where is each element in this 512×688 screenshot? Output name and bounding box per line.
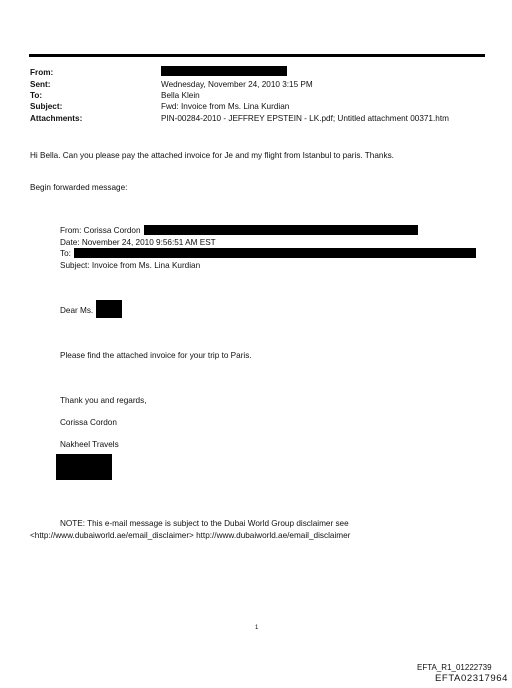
header-rule — [29, 54, 485, 57]
subject-label: Subject: — [30, 102, 63, 111]
dear-line: Dear Ms. — [60, 306, 94, 315]
fwd-to-redaction — [74, 248, 476, 258]
fwd-subject: Subject: Invoice from Ms. Lina Kurdian — [60, 261, 201, 270]
fwd-to: To: — [60, 249, 71, 258]
greeting-line: Hi Bella. Can you please pay the attached invoice for Je and my flight from Istanbul to paris. Thanks. — [30, 151, 394, 160]
bates-number-2: EFTA02317964 — [435, 673, 509, 684]
from-label: From: — [30, 68, 54, 77]
please-find-line: Please find the attached invoice for your trip to Paris. — [60, 351, 252, 360]
notice-line-2: <http://www.dubaiworld.ae/email_disclaimer> http://www.dubaiworld.ae/email_disclaimer — [30, 531, 351, 540]
fwd-date: Date: November 24, 2010 9:56:51 AM EST — [60, 238, 216, 247]
fwd-from: From: Corissa Cordon — [60, 226, 141, 235]
attachments-value: PIN-00284-2010 - JEFFREY EPSTEIN - LK.pdf; Untitled attachment 00371.htm — [161, 114, 449, 123]
bates-number-1: EFTA_R1_01222739 — [417, 663, 492, 672]
notice-line-1: NOTE: This e-mail message is subject to the Dubai World Group disclaimer see — [60, 519, 349, 528]
sent-value: Wednesday, November 24, 2010 3:15 PM — [161, 80, 313, 89]
from-redaction — [161, 66, 287, 76]
fwd-from-redaction — [144, 225, 418, 235]
thanks-line: Thank you and regards, — [60, 396, 147, 405]
signature-name: Corissa Cordon — [60, 418, 117, 427]
to-value: Bella Klein — [161, 91, 200, 100]
subject-value: Fwd: Invoice from Ms. Lina Kurdian — [161, 102, 290, 111]
sent-label: Sent: — [30, 80, 51, 89]
dear-name-redaction — [96, 300, 122, 318]
signature-company: Nakheel Travels — [60, 440, 119, 449]
attachments-label: Attachments: — [30, 114, 83, 123]
forward-intro: Begin forwarded message: — [30, 183, 128, 192]
to-label: To: — [30, 91, 43, 100]
signature-block-redaction — [56, 454, 112, 480]
page-number: 1 — [255, 625, 259, 631]
